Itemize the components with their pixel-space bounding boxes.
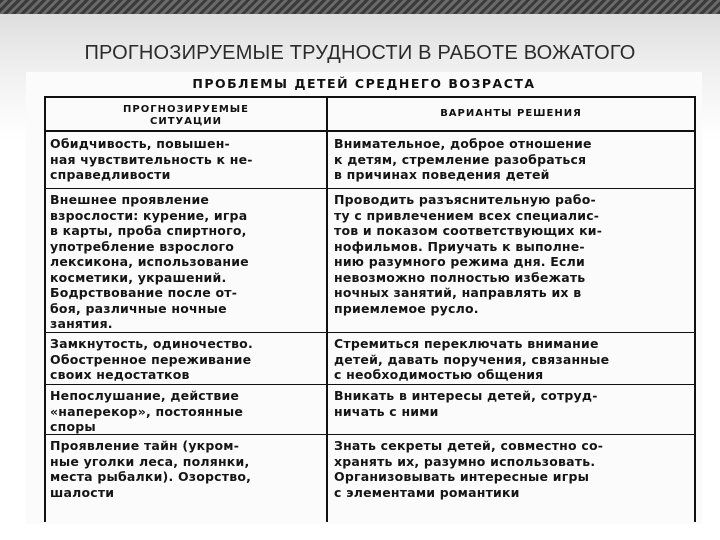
scanned-table-document: [26, 72, 702, 524]
cell-line: Обостренное переживание: [50, 351, 252, 367]
cell-line: к детям, стремление разобраться: [334, 151, 587, 167]
cell-line: с необходимостью общения: [334, 367, 544, 382]
cell-line: лексикона, использование: [50, 254, 249, 269]
cell-line: Вникать в интересы детей, сотруд-: [334, 388, 598, 403]
cell-line: Проводить разъяснительную рабо-: [334, 192, 596, 207]
situation-cell: [50, 136, 253, 183]
cell-line: тов и показом соответствующих ки-: [334, 223, 603, 238]
cell-line: шалости: [50, 484, 115, 500]
cell-line: в карты, проба спиртного,: [50, 223, 247, 238]
cell-line: Знать секреты детей, совместно со-: [334, 438, 604, 453]
cell-line: Замкнутость, одиночество.: [50, 336, 253, 351]
cell-line: справедливости: [50, 167, 171, 182]
table-heading: ПРОБЛЕМЫ ДЕТЕЙ СРЕДНЕГО ВОЗРАСТА: [192, 76, 536, 91]
column-header-line: СИТУАЦИИ: [150, 116, 222, 127]
cell-line: хранять их, разумно использовать.: [334, 453, 596, 469]
table-border-top: [44, 96, 696, 98]
cell-line: невозможно полностью избежать: [334, 269, 586, 285]
solution-cell: [334, 336, 609, 383]
decorative-stripe-band: [0, 0, 720, 14]
situation-cell: [50, 438, 251, 500]
cell-line: Проявление тайн (укром-: [50, 438, 240, 453]
solution-cell: [334, 388, 598, 419]
cell-line: боя, различные ночные: [50, 300, 227, 316]
table-border-right: [694, 96, 696, 522]
cell-line: взрослости: курение, игра: [50, 207, 248, 223]
cell-line: Организовывать интересные игры: [334, 469, 590, 484]
column-divider: [326, 96, 328, 522]
cell-line: употребление взрослого: [50, 238, 235, 254]
cell-line: «наперекор», постоянные: [50, 403, 244, 419]
solution-cell: [334, 438, 603, 500]
cell-line: своих недостатков: [50, 367, 190, 382]
cell-line: Стремиться переключать внимание: [334, 336, 599, 351]
solution-cell: [334, 192, 602, 316]
cell-line: с элементами романтики: [334, 484, 520, 500]
situation-cell: [50, 336, 253, 383]
cell-line: ту с привлечением всех специалис-: [334, 207, 600, 223]
cell-line: ночных занятий, направлять их в: [334, 285, 582, 300]
cell-line: ничать с ними: [334, 403, 439, 419]
cell-line: споры: [50, 419, 96, 434]
cell-line: ная чувствительность к не-: [50, 151, 253, 167]
solution-cell: [334, 136, 592, 183]
row-divider: [44, 332, 696, 333]
cell-line: Бодрствование после от-: [50, 285, 238, 300]
cell-line: приемлемое русло.: [334, 300, 479, 316]
header-divider: [44, 130, 696, 132]
cell-line: Внешнее проявление: [50, 192, 210, 207]
slide-title: ПРОГНОЗИРУЕМЫЕ ТРУДНОСТИ В РАБОТЕ ВОЖАТОГО: [84, 42, 636, 64]
cell-line: Внимательное, доброе отношение: [334, 136, 592, 151]
column-header-situations: [48, 104, 324, 128]
cell-line: в причинах поведения детей: [334, 167, 550, 182]
row-divider: [44, 384, 696, 385]
cell-line: детей, давать поручения, связанные: [334, 351, 610, 367]
situation-cell: [50, 388, 243, 435]
situation-cell: [50, 192, 249, 332]
cell-line: косметики, украшений.: [50, 269, 227, 285]
cell-line: ные уголки леса, полянки,: [50, 453, 250, 469]
column-header-solutions: ВАРИАНТЫ РЕШЕНИЯ: [440, 108, 582, 119]
cell-line: нию разумного режима дня. Если: [334, 254, 585, 269]
table-border-left: [44, 96, 46, 522]
column-header-line: ПРОГНОЗИРУЕМЫЕ: [123, 104, 249, 115]
cell-line: места рыбалки). Озорство,: [50, 469, 252, 484]
cell-line: нофильмов. Приучать к выполне-: [334, 238, 585, 254]
cell-line: занятия.: [50, 316, 113, 331]
cell-line: Непослушание, действие: [50, 388, 240, 403]
row-divider: [44, 188, 696, 189]
cell-line: Обидчивость, повышен-: [50, 136, 230, 151]
